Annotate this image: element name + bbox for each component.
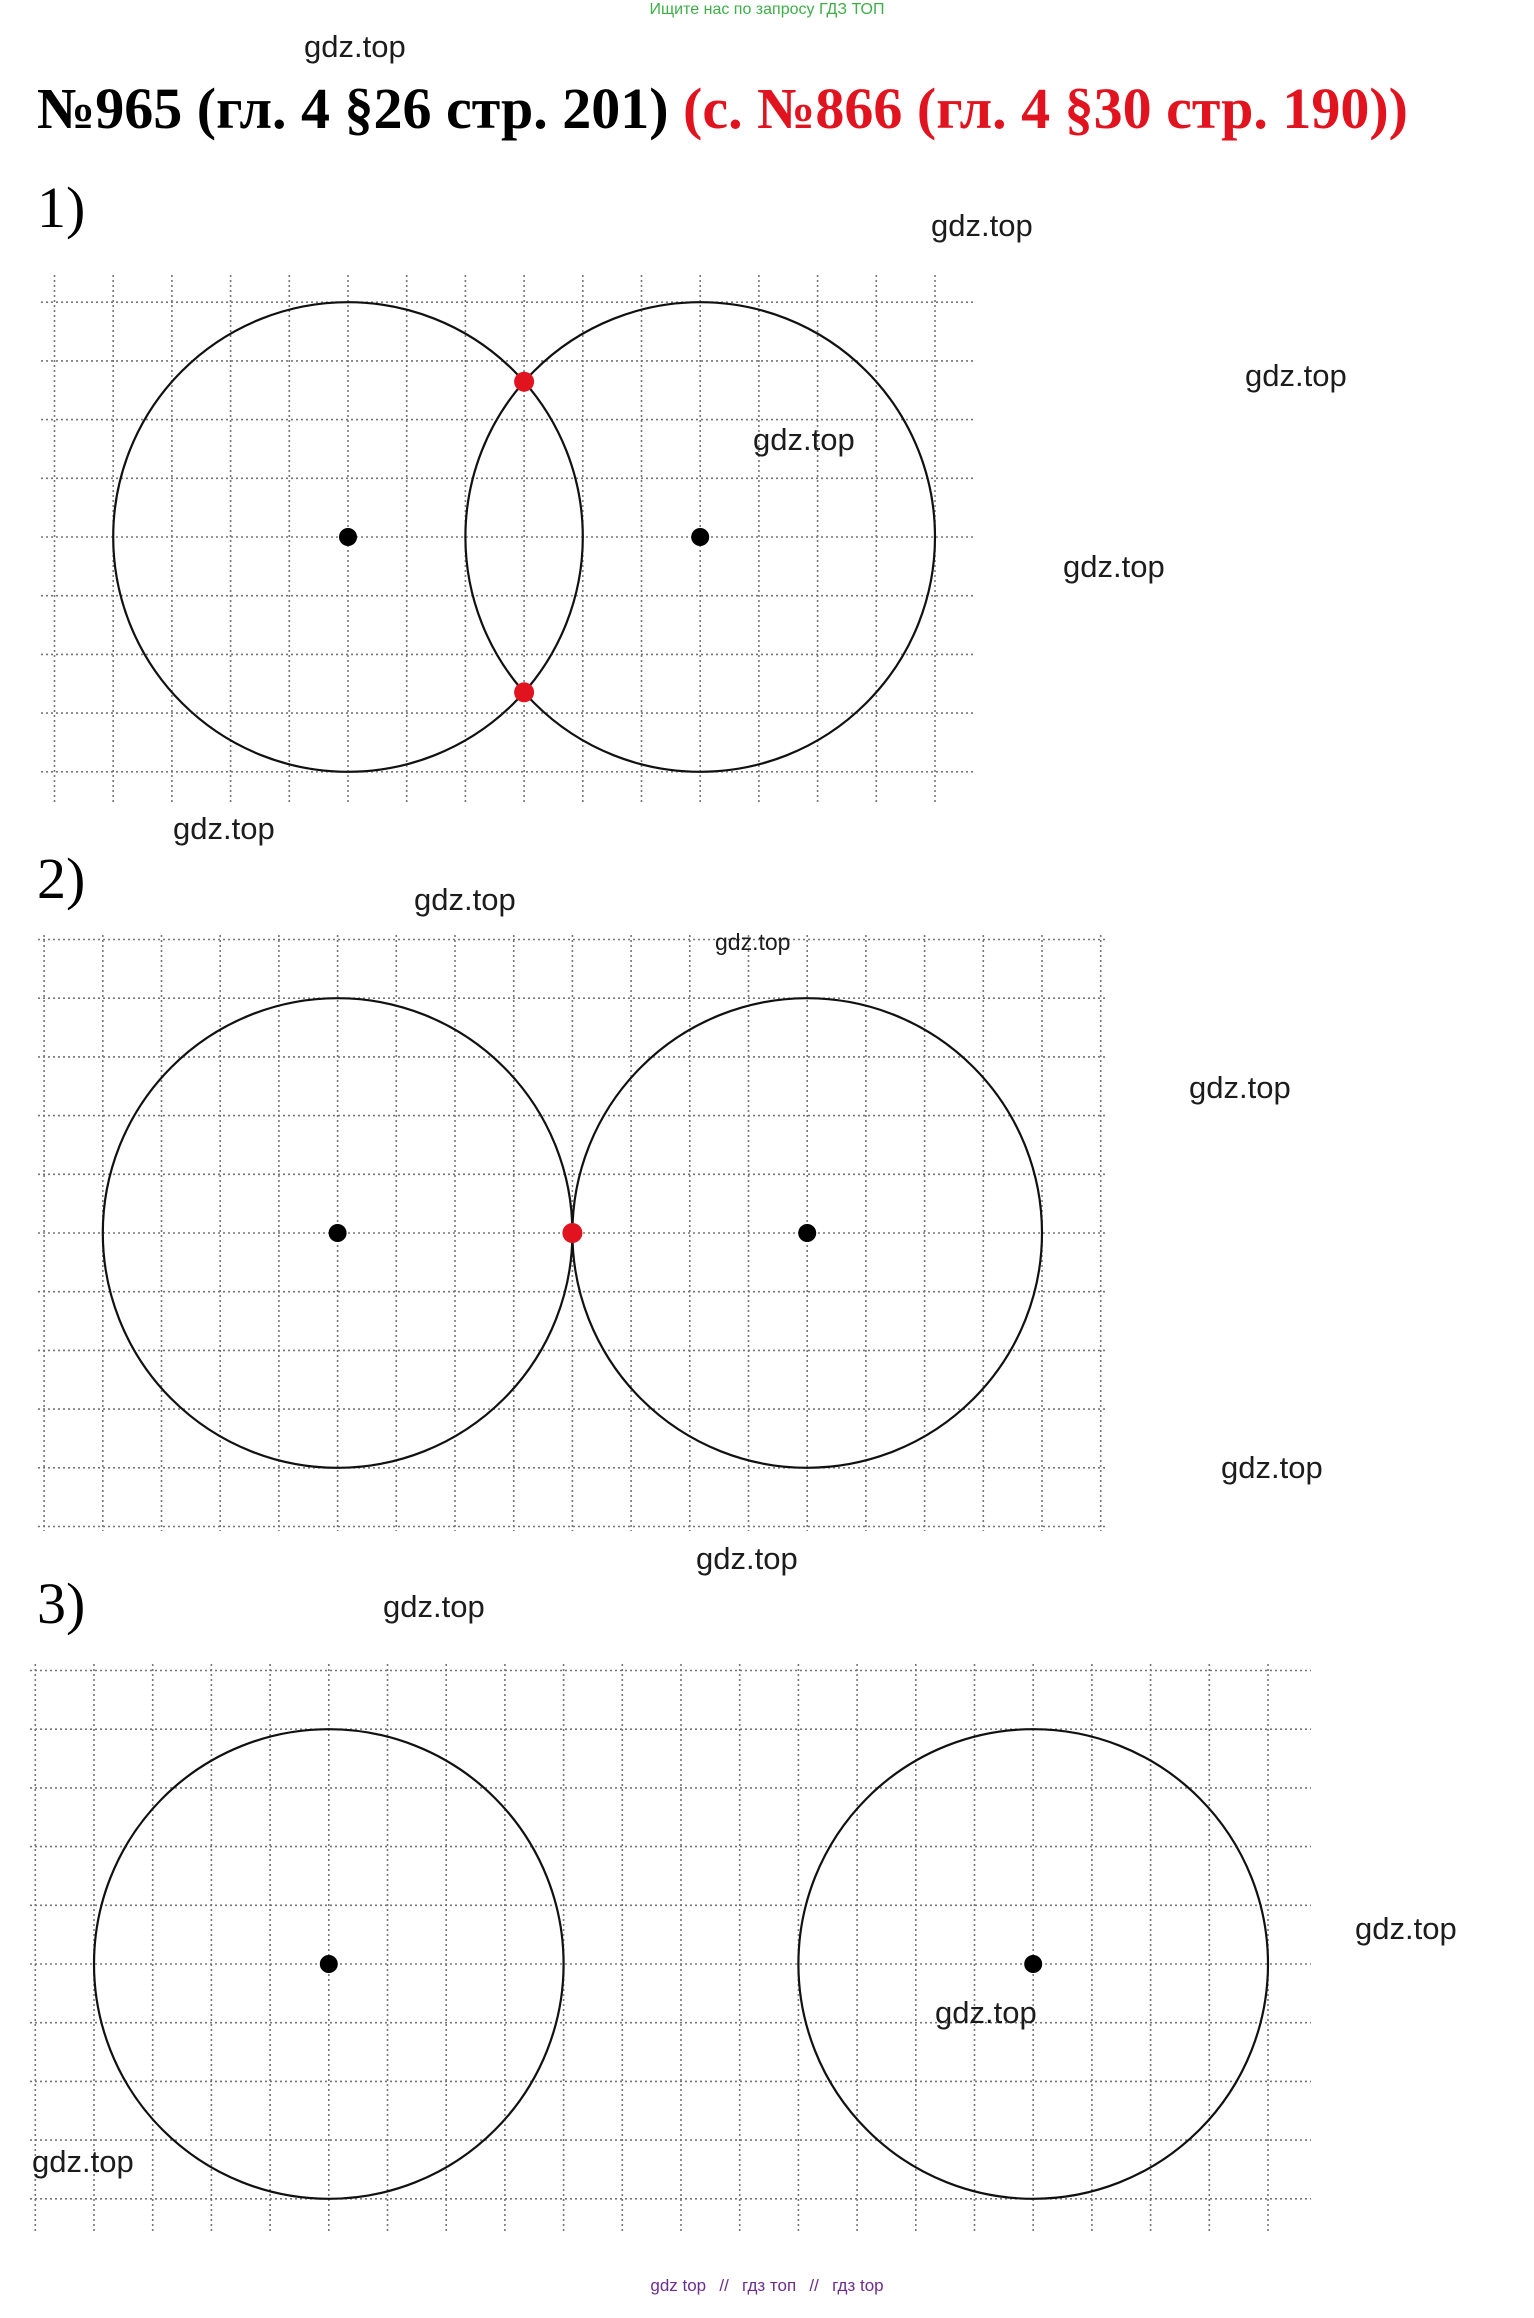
footer xyxy=(0,2276,1534,2296)
figure-3-label: 3) xyxy=(37,1571,86,1636)
footer-item: gdz top xyxy=(650,2276,707,2295)
intersection-point xyxy=(514,682,534,702)
search-banner: Ищите нас по запросу ГДЗ ТОП xyxy=(649,1,885,18)
figure-3-grid xyxy=(30,1664,1311,2233)
watermark: gdz.top xyxy=(32,2144,134,2179)
figure-1-label: 1) xyxy=(37,175,86,240)
figure-2 xyxy=(38,935,1106,1531)
intersection-point xyxy=(562,1223,582,1243)
intersection-point xyxy=(514,372,534,392)
figure-3 xyxy=(30,1664,1311,2233)
watermark: gdz.top xyxy=(1355,1911,1457,1946)
footer-separator: // xyxy=(809,2276,819,2295)
figure-1-grid xyxy=(41,275,975,804)
task-number-main: №965 (гл. 4 §26 стр. 201) xyxy=(37,76,669,141)
watermark: gdz.top xyxy=(696,1541,798,1576)
watermark: gdz.top xyxy=(1221,1450,1323,1485)
figure-1 xyxy=(41,275,975,804)
watermark: gdz.top xyxy=(931,208,1033,243)
circle-center-point-2 xyxy=(1024,1955,1042,1973)
watermark: gdz.top xyxy=(1189,1070,1291,1105)
circle-center-point-2 xyxy=(798,1224,816,1242)
watermark: gdz.top xyxy=(1063,549,1165,584)
watermark: gdz.top xyxy=(753,422,855,457)
footer-item: гдз топ xyxy=(742,2276,797,2295)
circle-center-point-1 xyxy=(339,528,357,546)
figure-2-label: 2) xyxy=(37,846,86,911)
watermark: gdz.top xyxy=(935,1995,1037,2030)
footer-item: гдз top xyxy=(832,2276,884,2295)
footer-separator: // xyxy=(719,2276,729,2295)
circle-center-point-2 xyxy=(691,528,709,546)
watermark: gdz.top xyxy=(383,1589,485,1624)
watermark: gdz.top xyxy=(173,811,275,846)
watermark: gdz.top xyxy=(304,29,406,64)
watermark: gdz.top xyxy=(414,882,516,917)
circle-center-point-1 xyxy=(320,1955,338,1973)
watermark: gdz.top xyxy=(715,929,791,955)
task-number-alt: (с. №866 (гл. 4 §30 стр. 190)) xyxy=(683,76,1408,141)
watermark: gdz.top xyxy=(1245,358,1347,393)
circle-center-point-1 xyxy=(329,1224,347,1242)
